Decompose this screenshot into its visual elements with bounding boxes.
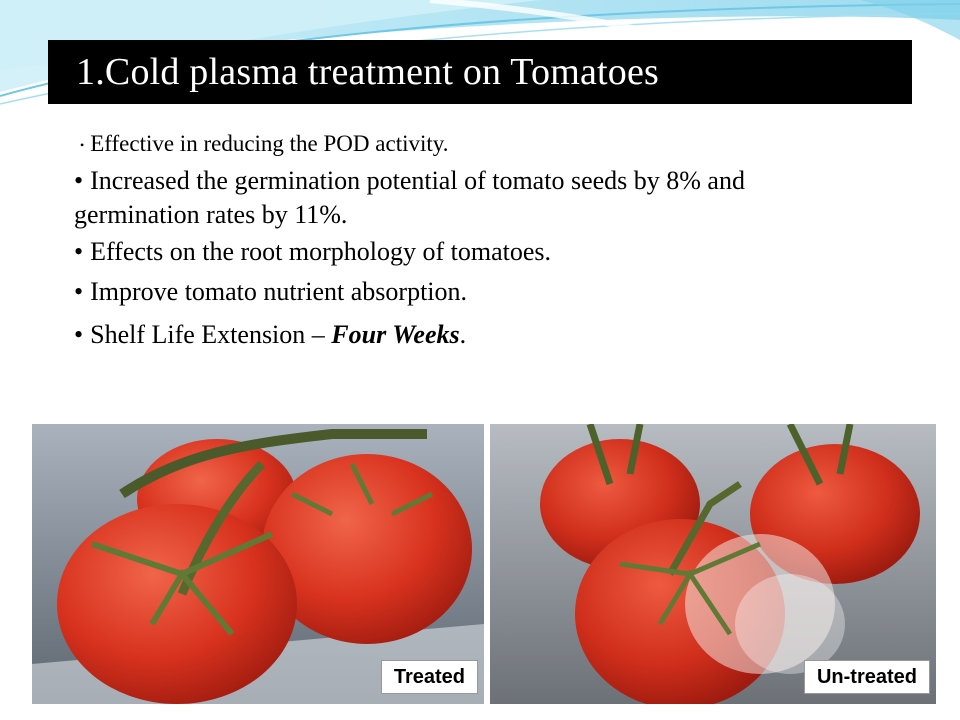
bullet-item	[74, 276, 914, 309]
bullet-dot-icon: •	[74, 277, 84, 307]
bullet-text: Improve tomato nutrient absorption.	[90, 277, 468, 307]
bullet-dot-icon: •	[80, 138, 85, 153]
bullet-text-continued: germination rates by 11%.	[74, 199, 348, 229]
title-bar	[48, 40, 912, 104]
bullet-item	[74, 236, 914, 269]
untreated-caption: Un-treated	[804, 660, 930, 694]
slide-title: 1.Cold plasma treatment on Tomatoes	[76, 51, 660, 93]
bullet-text: Effects on the root morphology of tomatoes.	[90, 236, 552, 266]
untreated-tomatoes-photo	[490, 424, 936, 704]
bullet-dot-icon: •	[74, 319, 84, 349]
bullet-item	[74, 130, 914, 159]
bullet-text: Shelf Life Extension –	[90, 319, 332, 349]
bullet-text: Effective in reducing the POD activity.	[90, 131, 449, 156]
bullet-text: Increased the germination potential of tomato seeds by 8% and	[90, 165, 745, 195]
treated-tomatoes-photo	[32, 424, 484, 704]
bullet-item	[74, 164, 914, 232]
bullet-dot-icon: •	[74, 236, 84, 266]
bullet-item	[74, 319, 914, 352]
bullet-dot-icon: •	[74, 165, 84, 195]
bullet-emphasis: Four Weeks	[331, 319, 460, 349]
treated-caption: Treated	[381, 660, 478, 694]
bullet-suffix: .	[459, 319, 467, 349]
bullet-list	[74, 128, 914, 351]
